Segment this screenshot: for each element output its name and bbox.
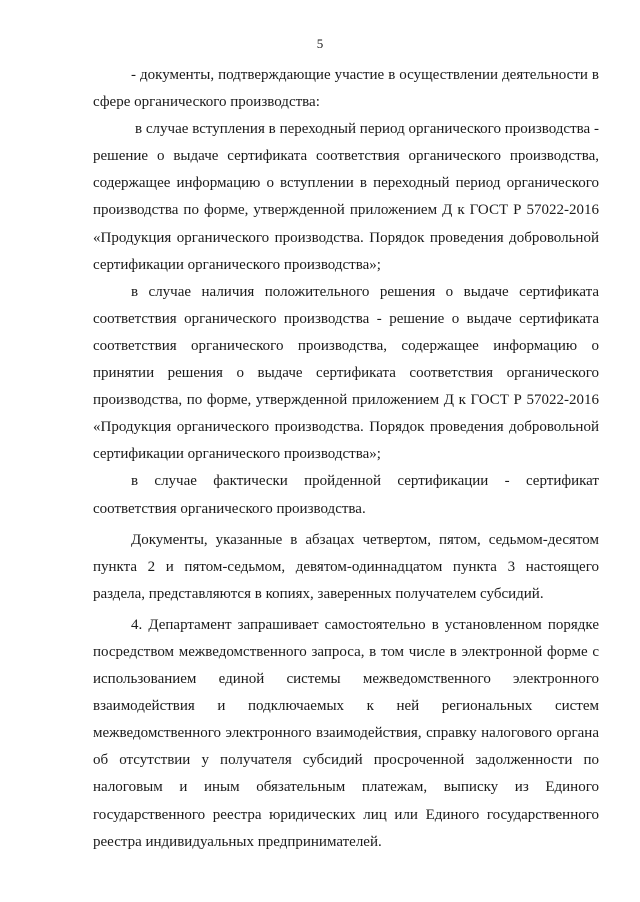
paragraph-documents-list: - документы, подтверждающие участие в осуществлении деятельности в сфере органического производства: — [93, 67, 599, 111]
paragraph-positive-decision: в случае наличия положительного решения о выдаче сертификата соответствия органического производства - решение о выдаче сертификата соответствия органического производства, содержащее информацию о принятии решения о выдаче сертификата соответствия органического производства, по форме, утвержденной приложением Д к ГОСТ Р 57022-2016 «Продукция органического производства. Порядок проведения добровольной сертификации органического производства»; — [93, 283, 599, 463]
paragraph-copies: Документы, указанные в абзацах четвертом, пятом, седьмом-десятом пункта 2 и пятом-седьмом, девятом-одиннадцатом пункта 3 настоящего раздела, представляются в копиях, заверенных получателем субсидий. — [93, 531, 599, 602]
page-number: 5 — [316, 36, 324, 51]
paragraph-transition-period: в случае вступления в переходный период органического производства - решение о выдаче сертификата соответствия органического производства, содержащее информацию о вступлении в переходный период органического производства по форме, утвержденной приложением Д к ГОСТ Р 57022-2016 «Продукция органического производства. Порядок проведения добровольной сертификации органического производства»; — [93, 121, 599, 273]
paragraph-item-4: 4. Департамент запрашивает самостоятельно в установленном порядке посредством межведомственного запроса, в том числе в электронной форме с использованием единой системы межведомственного электронного взаимодействия и подключаемых к ней региональных систем межведомственного электронного взаимодействия, справку налогового органа об отсутствии у получателя субсидий просроченной задолженности по налоговым и иным обязательным платежам, выписку из Единого государственного реестра юридических лиц или Единого государственного реестра индивидуальных предпринимателей. — [93, 616, 599, 850]
document-body — [93, 62, 599, 856]
paragraph-certification-passed: в случае фактически пройденной сертификации - сертификат соответствия органического производства. — [93, 473, 599, 517]
